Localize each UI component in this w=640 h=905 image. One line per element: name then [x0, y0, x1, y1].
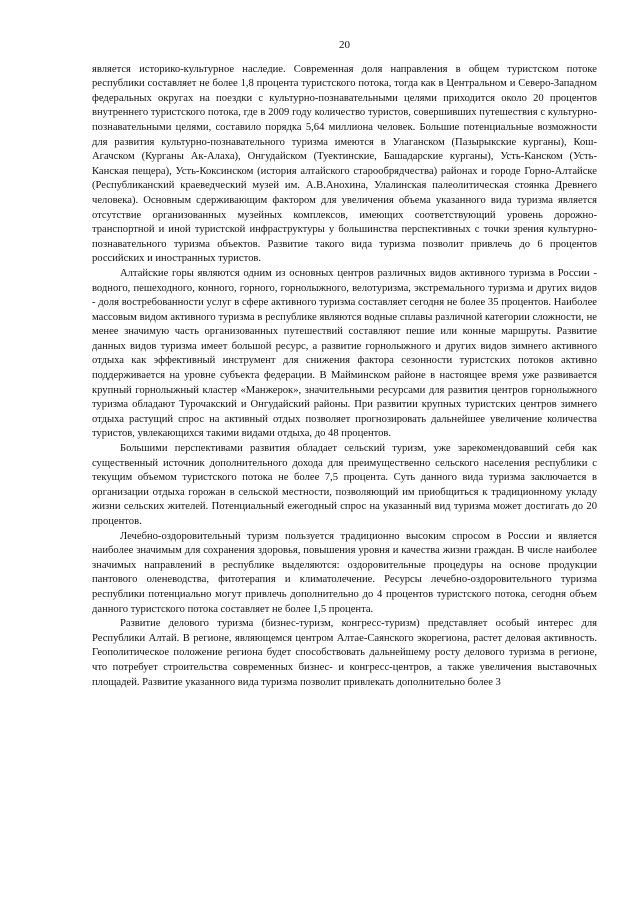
paragraph-rural-tourism: Большими перспективами развития обладает сельский туризм, уже зарекомендовавший себя как существенный источник дополнительного дохода для преимущественно сельского населения республики с текущим объемом туристского потока не более 7,5 процента. Суть данного вида туризма заключается в организации отдыха горожан в сельской местности, позволяющий им приобщиться к традиционному укладу жизни сельских жителей. Потенциальный ежегодный спрос на указанный вид туризма может достигать до 20 процентов. — [92, 443, 597, 527]
page-number: 20 — [339, 39, 350, 51]
paragraph-health-tourism: Лечебно-оздоровительный туризм пользуется традиционно высоким спросом в России и является наиболее значимым для сохранения здоровья, повышения уровня и качества жизни граждан. В числе наиболее значимых направлений в республике выделяются: оздоровительные процедуры на основе продукции пантового оленеводства, фитотерапия и климатолечение. Ресурсы лечебно-оздоровительного туризма республики потенциально могут привлечь дополнительно до 4 процентов туристского потока, сегодня объем данного туристского потока составляет не более 1,5 процента. — [92, 530, 597, 615]
paragraph-cultural-tourism: является историко-культурное наследие. Современная доля направления в общем туристском потоке республики составляет не более 1,8 процента туристского потока, тогда как в Центральном и Северо-Западном федеральных округах на поездки с культурно-познавательными целями приходится около 20 процентов внутреннего туристского потока, где в 2009 году количество туристов, совершивших путешествия с культурно-познавательными целями, составило порядка 5,64 миллиона человек. Большие потенциальные возможности для развития культурно-познавательного туризма имеются в Улаганском (Пазырыкские курганы), Кош-Агачском (Курганы Ак-Алаха), Онгудайском (Туектинские, Башадарские курганы), Усть-Канском (Усть-Канская пещера), Усть-Коксинском (история алтайского старообрядчества) районах и городе Горно-Алтайске (Республиканский краеведческий музей им. А.В.Анохина, Улалинская палеолитическая стоянка Древнего человека). Основным сдерживающим фактором для увеличения объема указанного вида туризма является отсутствие организованных музейных комплексов, имеющих соответствующий уровень дорожно-транспортной и иной туристской инфраструктуры у большинства перспективных с точки зрения культурно-познавательного туризма объектов. Развитие такого вида туризма позволит привлечь до 6 процентов российских и иностранных туристов. — [92, 63, 597, 265]
paragraph-active-tourism: Алтайские горы являются одним из основных центров различных видов активного туризма в России - водного, пешеходного, конного, горного, горнолыжного, велотуризма, экстремального туризма и других видов - доля востребованности услуг в сфере активного туризма составляет сегодня не более 35 процентов. Наиболее массовым видом активного туризма в республике являются водные сплавы различной категории сложности, не менее значимую часть организованных путешествий составляют пешие или конные маршруты. Развитие данных видов туризма имеет большой ресурс, а развитие горнолыжного и других видов зимнего активного отдыха как эффективный инструмент для снижения фактора сезонности туристских потоков активно поддерживается на уровне субъекта федерации. В Майминском районе в настоящее время уже развивается крупный горнолыжный кластер «Манжерок», значительными ресурсами для развития центров горнолыжного туризма обладают Турочакский и Онгудайский районы. При развитии крупных туристских центров зимнего отдыха растущий спрос на активный отдых позволяет прогнозировать дальнейшее увеличение количества туристов, увлекающихся такими видами отдыха, до 48 процентов. — [92, 267, 597, 440]
paragraph-business-tourism: Развитие делового туризма (бизнес-туризм, конгресс-туризм) представляет особый интерес для Республики Алтай. В регионе, являющемся центром Алтае-Саянского экорегиона, растет деловая активность. Геополитическое положение региона будет способствовать дальнейшему росту делового туризма в регионе, что потребует строительства современных бизнес- и конгресс-центров, а также увеличения выставочных площадей. Развитие указанного вида туризма позволит привлекать дополнительно более 3 — [92, 618, 597, 688]
document-page — [92, 38, 597, 690]
